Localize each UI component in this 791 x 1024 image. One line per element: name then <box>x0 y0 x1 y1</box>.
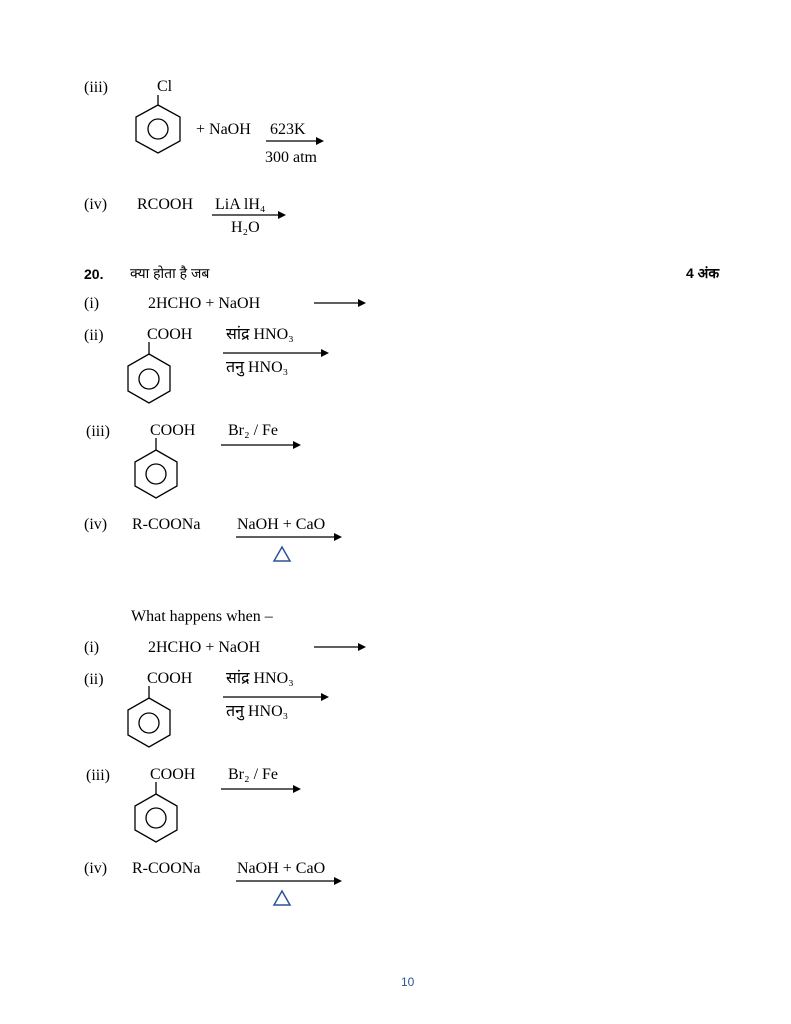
part-number: (i) <box>84 639 100 656</box>
part-number: (iii) <box>86 423 110 440</box>
reagent: + NaOH <box>196 121 251 138</box>
reactant: R-COONa <box>132 516 201 533</box>
condition-above: 623K <box>270 121 306 138</box>
reaction-text: 2HCHO + NaOH <box>148 295 261 312</box>
substituent-group: COOH <box>150 766 196 783</box>
reaction-arrow-icon <box>221 440 301 450</box>
item-number: (iv) <box>84 196 108 213</box>
substituent-group: COOH <box>147 670 193 687</box>
condition-above: Br₂ / Fe <box>228 766 279 783</box>
condition-below: तनु HNO₃ <box>226 703 289 720</box>
condition-below: H₂O <box>231 219 260 236</box>
reaction-arrow-icon <box>314 298 366 308</box>
benzene-ring-icon <box>127 438 187 503</box>
condition-below: 300 atm <box>265 149 317 166</box>
condition-above: NaOH + CaO <box>237 516 326 533</box>
benzene-ring-icon <box>120 342 180 407</box>
reaction-arrow-icon <box>236 532 342 542</box>
question-number: 20. <box>84 266 104 282</box>
reaction-arrow-icon <box>314 642 366 652</box>
part-number: (ii) <box>84 671 104 688</box>
part-number: (ii) <box>84 327 104 344</box>
condition-above: सांद्र HNO₃ <box>226 670 294 687</box>
part-number: (iv) <box>84 516 108 533</box>
heat-triangle-icon <box>273 890 291 906</box>
reaction-arrow-icon <box>223 692 329 702</box>
reactant: RCOOH <box>137 196 194 213</box>
condition-above: सांद्र HNO₃ <box>226 326 294 343</box>
marks-label: 4 अंक <box>686 265 720 281</box>
page-number: 10 <box>401 975 415 989</box>
part-number: (iii) <box>86 767 110 784</box>
reaction-arrow-icon <box>236 876 342 886</box>
reaction-arrow-icon <box>266 136 324 146</box>
substituent-group: COOH <box>150 422 196 439</box>
part-number: (i) <box>84 295 100 312</box>
part-number: (iv) <box>84 860 108 877</box>
benzene-ring-icon <box>127 782 187 847</box>
condition-above: NaOH + CaO <box>237 860 326 877</box>
benzene-ring-icon <box>130 95 190 160</box>
reactant: R-COONa <box>132 860 201 877</box>
heat-triangle-icon <box>273 546 291 562</box>
substituent-group: COOH <box>147 326 193 343</box>
item-number: (iii) <box>84 79 108 96</box>
question-prompt-hindi: क्या होता है जब <box>130 265 210 281</box>
reaction-text: 2HCHO + NaOH <box>148 639 261 656</box>
reaction-arrow-icon <box>223 348 329 358</box>
condition-below: तनु HNO₃ <box>226 359 289 376</box>
benzene-ring-icon <box>120 686 180 751</box>
condition-above: LiA lH₄ <box>215 196 266 213</box>
chloro-substituent: Cl <box>157 78 173 95</box>
condition-above: Br₂ / Fe <box>228 422 279 439</box>
question-prompt-english: What happens when – <box>131 608 273 625</box>
reaction-arrow-icon <box>221 784 301 794</box>
